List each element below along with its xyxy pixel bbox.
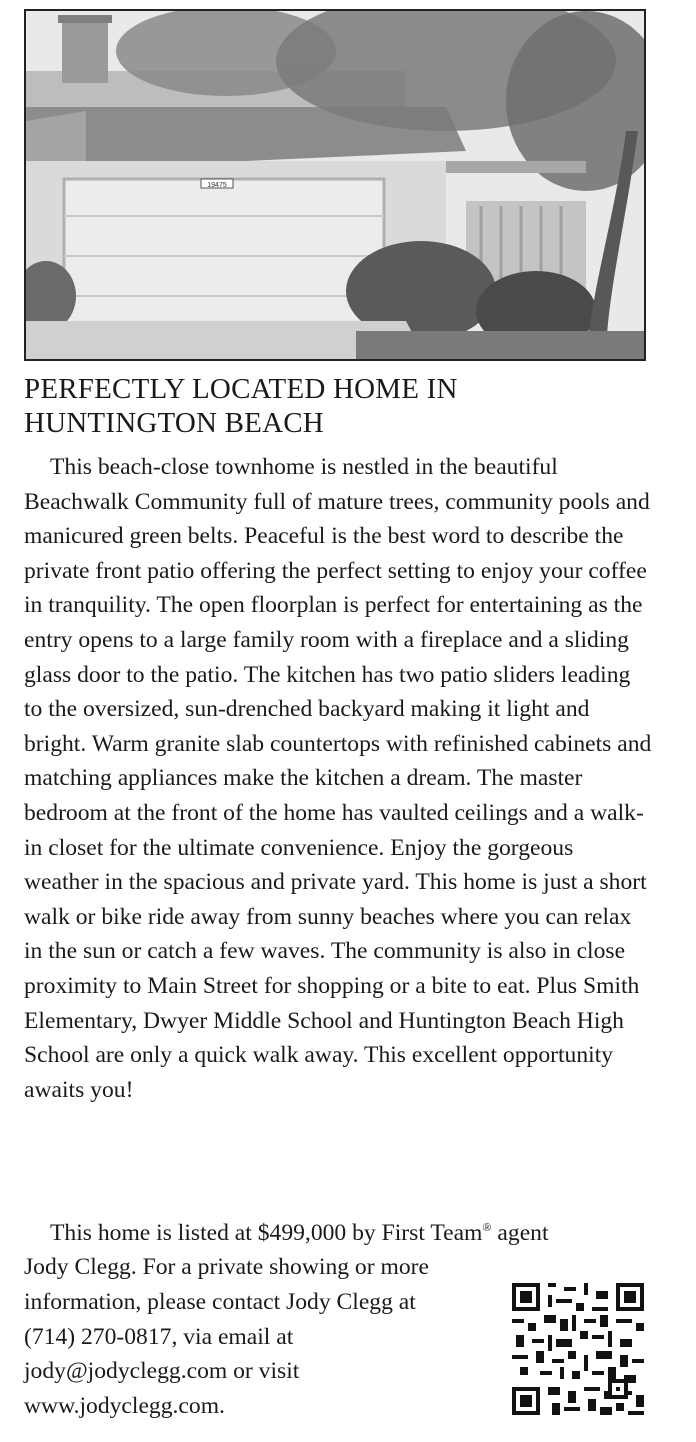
contact-phone: (714) 270-0817, via email at xyxy=(24,1323,294,1350)
headline-line-2: HUNTINGTON BEACH xyxy=(24,407,324,439)
description-paragraph: This beach-close townhome is nestled in the beautiful Beachwalk Community full of mature trees, community pools and manicured green belts. Peaceful is the best word to describe the private front patio offering the perfect setting to enjoy your coffee in tranquility. The open floorplan is perfect for entertaining as the entry opens to a large family room with a fireplace and a sliding glass door to the patio. The kitchen has two patio sliders leading to the oversized, sun-drenched backyard making it light and bright. Warm granite slab countertops with refinished cabinets and matching appliances make the kitchen a dream. The master bedroom at the front of the home has vaulted ceilings and a walk-in closet for the ultimate convenience. Enjoy the gorgeous weather in the spacious and private yard. This home is just a short walk or bike ride away from sunny beaches where you can relax in the sun or catch a few waves. The community is also in close proximity to Main Street for shopping or a bite to eat. Plus Smith Elementary, Dwyer Middle School and Huntington Beach High School are only a quick walk away. This excellent opportunity awaits you! xyxy=(24,454,652,1103)
contact-agent-word: agent xyxy=(491,1219,549,1246)
registered-mark: ® xyxy=(482,1220,492,1234)
contact-website: www.jodyclegg.com. xyxy=(24,1392,225,1419)
address-plate: 19475 xyxy=(207,182,227,189)
contact-intro-line xyxy=(24,1210,664,1250)
house-photo xyxy=(24,9,646,361)
contact-intro: This home is listed at $499,000 by First Team xyxy=(50,1219,483,1246)
contact-line-3: information, please contact Jody Clegg at xyxy=(24,1289,416,1316)
contact-line-2: Jody Clegg. For a private showing or more xyxy=(24,1254,429,1281)
qr-code xyxy=(512,1283,644,1415)
headline-line-1: PERFECTLY LOCATED HOME IN xyxy=(24,373,458,405)
listing-headline xyxy=(24,372,664,440)
listing-description xyxy=(24,450,652,1107)
contact-email: jody@jodyclegg.com or visit xyxy=(24,1358,300,1385)
